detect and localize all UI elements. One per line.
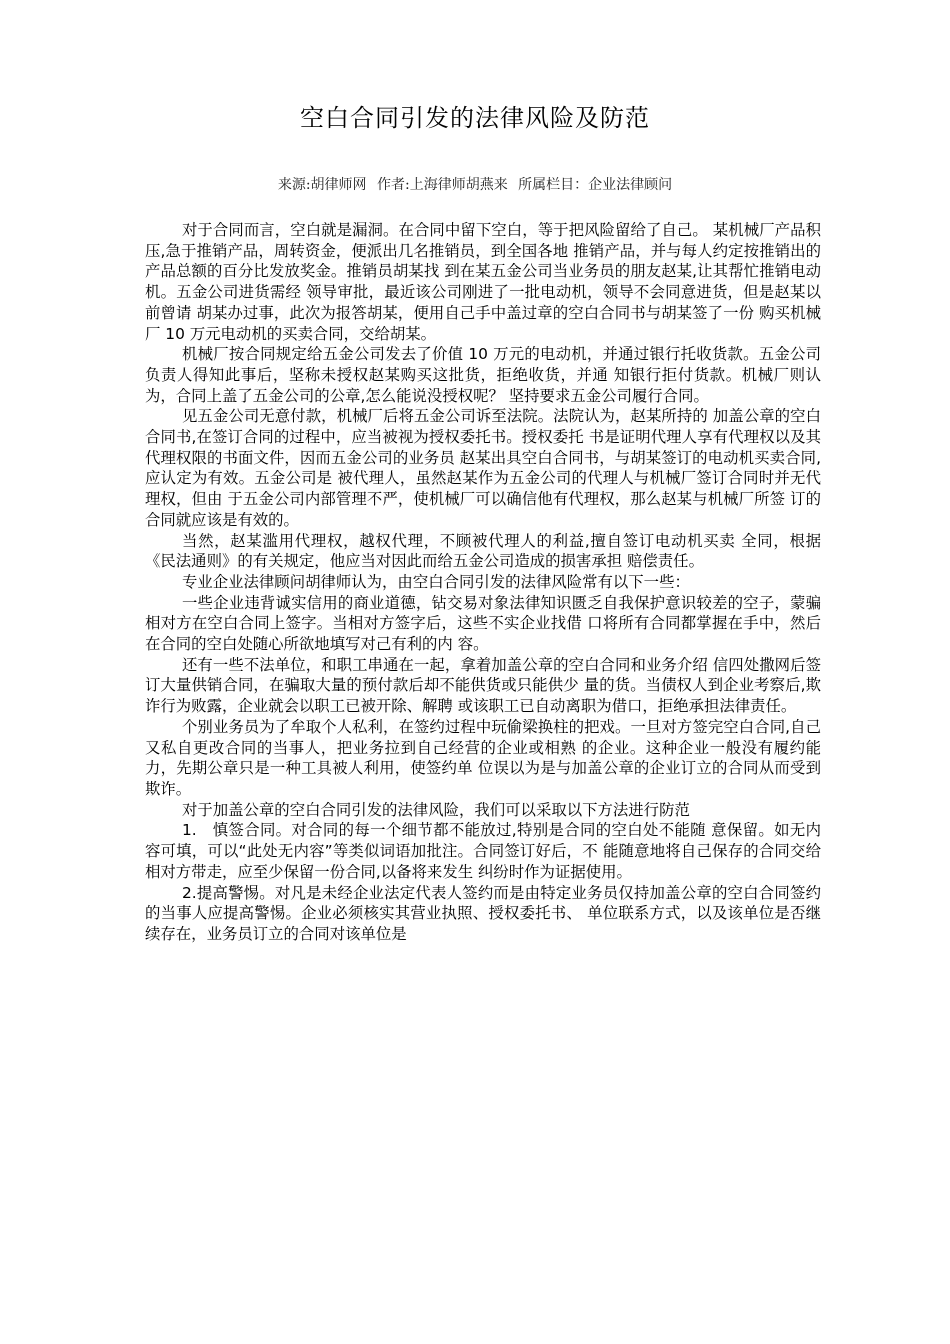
paragraph: 1. 慎签合同。对合同的每一个细节都不能放过,特别是合同的空白处不能随 意保留。如无内容可填，可以“此处无内容”等类似词语加批注。合同签订好后，不 能随意地将自己保存的合同交给相对方带走，应至少保留一份合同,以备将来发生 纠纷时作为证据使用。 bbox=[145, 821, 821, 881]
paragraph: 2.提高警惕。对凡是未经企业法定代表人签约而是由特定业务员仅持加盖公章的空白合同签约的当事人应提高警惕。企业必须核实其营业执照、授权委托书、 单位联系方式，以及该单位是否继续存在，业务员订立的合同对该单位是 bbox=[145, 883, 821, 943]
meta-column: 所属栏目：企业法律顾问 bbox=[518, 177, 673, 193]
meta-source: 来源:胡律师网 bbox=[277, 177, 367, 193]
document-title: 空白合同引发的法律风险及防范 bbox=[300, 104, 650, 132]
paragraph: 对于合同而言，空白就是漏洞。在合同中留下空白，等于把风险留给了自己。 某机械厂产品积压,急于推销产品，周转资金，便派出几名推销员，到全国各地 推销产品，并与每人约定按推销出的产品总额的百分比发放奖金。推销员胡某找 到在某五金公司当业务员的朋友赵某,让其帮忙推销电动机。五金公司进货需经 领导审批，最近该公司刚进了一批电动机，领导不会同意进货，但是赵某以前曾请 胡某办过事，此次为报答胡某，便用自己手中盖过章的空白合同书与胡某签了一份 购买机械厂 10 万元电动机的买卖合同，交给胡某。 bbox=[145, 221, 821, 343]
paragraph: 还有一些不法单位，和职工串通在一起，拿着加盖公章的空白合同和业务介绍 信四处撒网后签订大量供销合同，在骗取大量的预付款后却不能供货或只能供少 量的货。当债权人到企业考察后,欺诈行为败露，企业就会以职工已被开除、解聘 或该职工已自动离职为借口，拒绝承担法律责任。 bbox=[145, 655, 821, 716]
document-meta bbox=[0, 174, 950, 196]
paragraph: 当然，赵某滥用代理权，越权代理，不顾被代理人的利益,擅自签订电动机买卖 全同，根据《民法通则》的有关规定，他应当对因此而给五金公司造成的损害承担 赔偿责任。 bbox=[145, 531, 821, 571]
paragraph: 个别业务员为了牟取个人私利，在签约过程中玩偷梁换柱的把戏。一旦对方签完空白合同,自己又私自更改合同的当事人，把业务拉到自己经营的企业或相熟 的企业。这种企业一般没有履约能力，先期公章只是一种工具被人利用，使签约单 位误以为是与加盖公章的企业订立的合同从而受到欺诈。 bbox=[145, 717, 821, 798]
document-body bbox=[145, 220, 821, 945]
paragraph: 专业企业法律顾问胡律师认为，由空白合同引发的法律风险常有以下一些： bbox=[181, 572, 690, 591]
paragraph: 一些企业违背诚实信用的商业道德，钻交易对象法律知识匮乏自我保护意识较差的空子，蒙骗相对方在空白合同上签字。当相对方签字后，这些不实企业找借 口将所有合同都掌握在手中，然后在合同的空白处随心所欲地填写对己有利的内 容。 bbox=[145, 593, 821, 654]
meta-author: 作者:上海律师胡燕来 bbox=[377, 177, 508, 193]
paragraph: 见五金公司无意付款，机械厂后将五金公司诉至法院。法院认为，赵某所持的 加盖公章的空白合同书,在签订合同的过程中，应当被视为授权委托书。授权委托 书是证明代理人享有代理权以及其代理权限的书面文件，因而五金公司的业务员 赵某出具空白合同书，与胡某签订的电动机买卖合同,应认定为有效。五金公司是 被代理人，虽然赵某作为五金公司的代理人与机械厂签订合同时并无代理权，但由 于五金公司内部管理不严，使机械厂可以确信他有代理权，那么赵某与机械厂所签 订的合同就应该是有效的。 bbox=[145, 407, 821, 529]
paragraph: 机械厂按合同规定给五金公司发去了价值 10 万元的电动机，并通过银行托收货款。五金公司负责人得知此事后，坚称未授权赵某购买这批货，拒绝收货，并通 知银行拒付货款。机械厂则认为，合同上盖了五金公司的公章,怎么能说没授权呢？ 坚持要求五金公司履行合同。 bbox=[145, 345, 821, 405]
paragraph: 对于加盖公章的空白合同引发的法律风险，我们可以采取以下方法进行防范 bbox=[181, 800, 690, 819]
